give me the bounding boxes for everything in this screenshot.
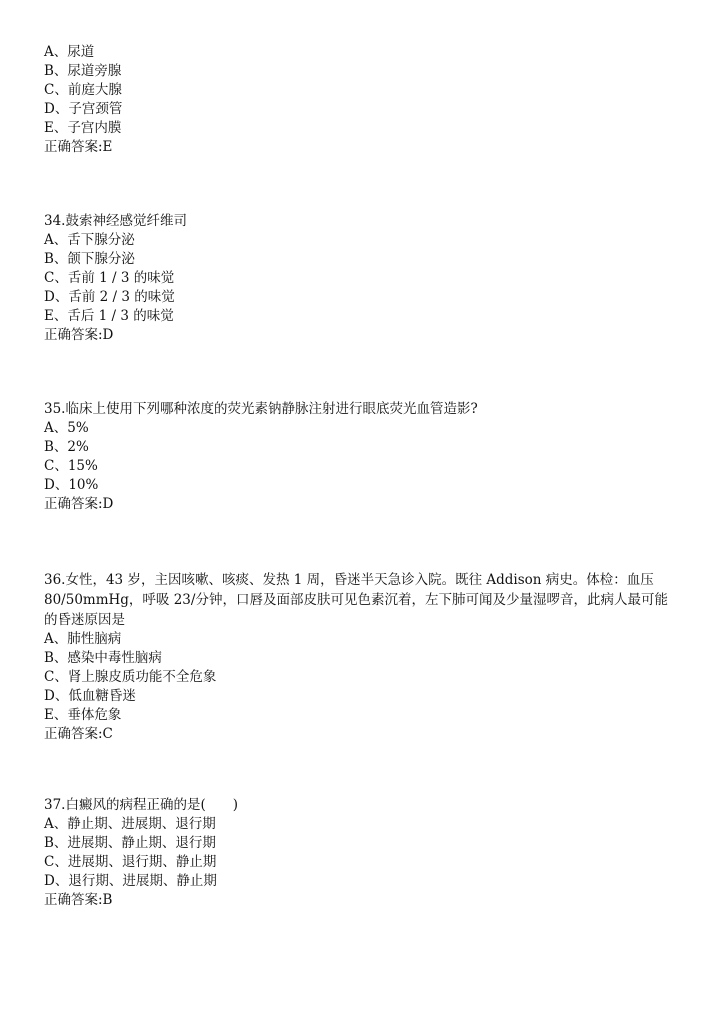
option-e: E、垂体危象 xyxy=(44,707,122,723)
answer-line: 正确答案:B xyxy=(44,892,113,908)
option-c: C、肾上腺皮质功能不全危象 xyxy=(44,669,217,685)
option-a: A、静止期、进展期、退行期 xyxy=(44,816,216,832)
option-b: B、2% xyxy=(44,439,89,455)
option-c: C、15% xyxy=(44,458,98,474)
option-d: D、退行期、进展期、静止期 xyxy=(44,873,217,889)
option-d: D、低血糖昏迷 xyxy=(44,688,136,704)
answer-line: 正确答案:D xyxy=(44,327,114,343)
option-d: D、10% xyxy=(44,477,99,493)
question-37 xyxy=(44,796,680,910)
question-36 xyxy=(44,570,680,744)
option-e: E、子宫内膜 xyxy=(44,120,122,136)
option-b: B、进展期、静止期、退行期 xyxy=(44,835,216,851)
answer-line: 正确答案:D xyxy=(44,496,114,512)
question-35 xyxy=(44,400,680,514)
answer-line: 正确答案:E xyxy=(44,139,113,155)
option-e: E、舌后 1 / 3 的味觉 xyxy=(44,308,174,324)
option-a: A、尿道 xyxy=(44,44,95,60)
question-text: 34.鼓索神经感觉纤维司 xyxy=(44,213,187,229)
option-b: B、感染中毒性脑病 xyxy=(44,650,162,666)
answer-line: 正确答案:C xyxy=(44,726,113,742)
question-34 xyxy=(44,212,680,345)
option-a: A、肺性脑病 xyxy=(44,631,122,647)
option-c: C、舌前 1 / 3 的味觉 xyxy=(44,270,175,286)
option-d: D、子宫颈管 xyxy=(44,101,123,117)
question-33 xyxy=(44,43,680,157)
question-text: 36.女性，43 岁，主因咳嗽、咳痰、发热 1 周，昏迷半天急诊入院。既往 Addison 病史。体检：血压 80/50mmHg，呼吸 23/分钟，口唇及面部皮肤可见色素沉着，左下肺可闻及少量湿啰音，此病人最可能的昏迷原因是 xyxy=(44,572,668,628)
option-d: D、舌前 2 / 3 的味觉 xyxy=(44,289,175,305)
question-text: 37.白癜风的病程正确的是( ) xyxy=(44,797,239,813)
option-b: B、尿道旁腺 xyxy=(44,63,122,79)
option-a: A、5% xyxy=(44,420,89,436)
option-b: B、颌下腺分泌 xyxy=(44,251,135,267)
option-c: C、前庭大腺 xyxy=(44,82,122,98)
option-c: C、进展期、退行期、静止期 xyxy=(44,854,217,870)
question-text: 35.临床上使用下列哪种浓度的荧光素钠静脉注射进行眼底荧光血管造影? xyxy=(44,401,478,417)
option-a: A、舌下腺分泌 xyxy=(44,232,135,248)
